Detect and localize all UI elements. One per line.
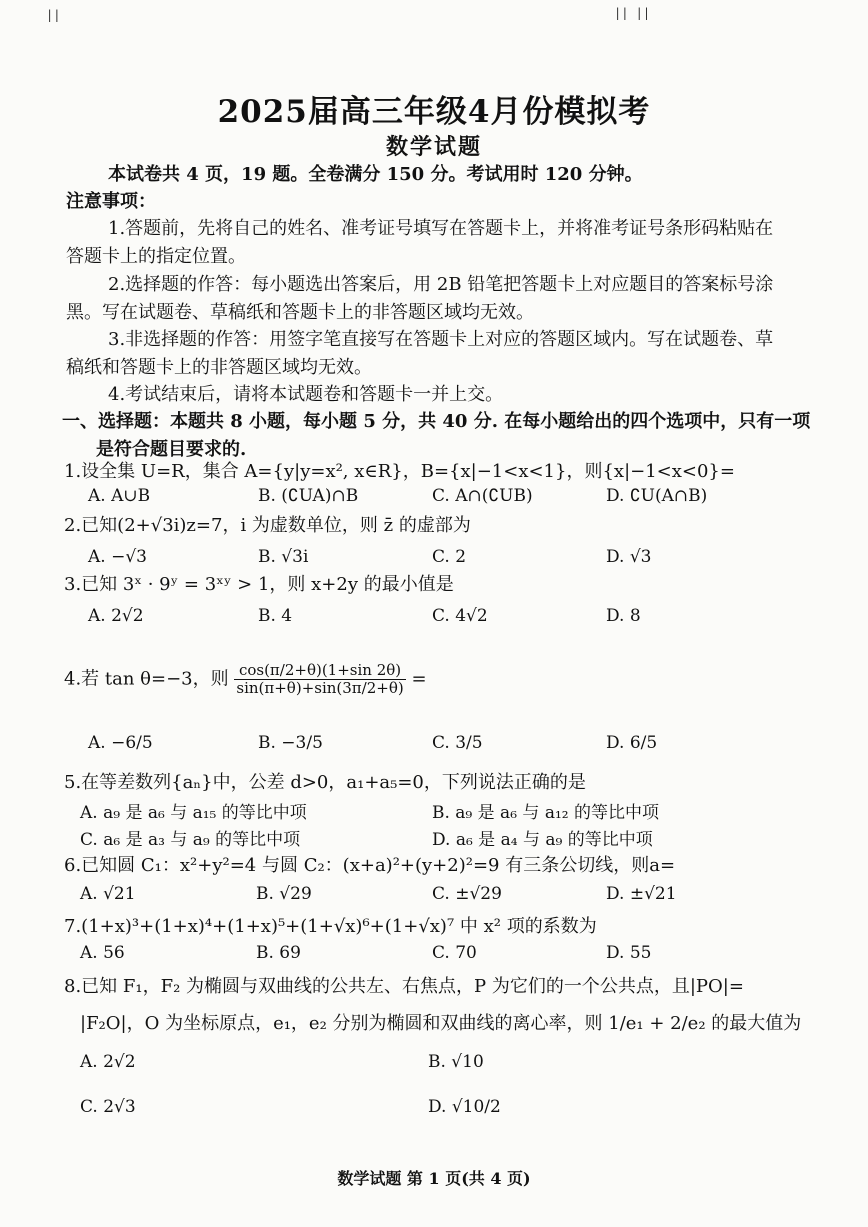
- note-1-line-2: 答题卡上的指定位置。: [66, 246, 246, 267]
- q8-stem-line-1: 8.已知 F₁，F₂ 为椭圆与双曲线的公共左、右焦点，P 为它们的一个公共点，且|PO|=: [64, 976, 744, 997]
- note-4: 4.考试结束后，请将本试题卷和答题卡一并上交。: [108, 384, 504, 405]
- q4-option-d: D. 6/5: [606, 733, 658, 753]
- q4-stem: [64, 662, 427, 697]
- q4-stem-prefix: 4.若 tan θ=−3，则: [64, 668, 229, 690]
- page-title: 2025届高三年级4月份模拟考: [217, 94, 651, 130]
- page-subtitle: 数学试题: [385, 134, 482, 160]
- q5-stem: 5.在等差数列{aₙ}中，公差 d>0，a₁+a₅=0，下列说法正确的是: [64, 772, 586, 793]
- notes-heading: 注意事项：: [66, 191, 156, 212]
- q4-option-c: C. 3/5: [432, 733, 483, 753]
- q1-stem: 1.设全集 U=R，集合 A={y|y=x², x∈R}，B={x|−1<x<1}，则{x|−1<x<0}=: [64, 461, 735, 482]
- q2-stem: 2.已知(2+√3i)z=7，i 为虚数单位，则 z̄ 的虚部为: [64, 515, 471, 536]
- q1-option-a: A. A∪B: [88, 486, 151, 506]
- note-1-line-1: 1.答题前，先将自己的姓名、准考证号填写在答题卡上，并将准考证号条形码粘贴在: [108, 218, 774, 239]
- q2-option-b: B. √3i: [258, 547, 309, 567]
- q1-option-c: C. A∩(∁UB): [432, 486, 533, 506]
- q7-option-a: A. 56: [80, 943, 125, 963]
- q4-fraction: [234, 662, 405, 697]
- q5-option-c: C. a₆ 是 a₃ 与 a₉ 的等比中项: [80, 830, 301, 850]
- q4-denominator: sin(π+θ)+sin(3π/2+θ): [236, 679, 404, 697]
- q6-option-c: C. ±√29: [432, 884, 502, 904]
- note-2-line-2: 黑。写在试题卷、草稿纸和答题卡上的非答题区域均无效。: [66, 302, 534, 323]
- q6-option-a: A. √21: [80, 884, 136, 904]
- q2-option-d: D. √3: [606, 547, 652, 567]
- q7-stem: 7.(1+x)³+(1+x)⁴+(1+x)⁵+(1+√x)⁶+(1+√x)⁷ 中 x² 项的系数为: [64, 916, 597, 937]
- q4-numerator: cos(π/2+θ)(1+sin 2θ): [234, 662, 405, 680]
- q1-option-b: B. (∁UA)∩B: [258, 486, 359, 506]
- section-heading-line-1: 一、选择题：本题共 8 小题，每小题 5 分，共 40 分. 在每小题给出的四个选项中，只有一项: [62, 411, 811, 432]
- note-3-line-1: 3.非选择题的作答：用签字笔直接写在答题卡上对应的答题区域内。写在试题卷、草: [108, 329, 774, 350]
- scan-mark-right: || ||: [614, 6, 651, 20]
- exam-info: 本试卷共 4 页，19 题。全卷满分 150 分。考试用时 120 分钟。: [108, 164, 643, 185]
- q8-stem-line-2: |F₂O|，O 为坐标原点，e₁，e₂ 分别为椭圆和双曲线的离心率，则 1/e₁ + 2/e₂ 的最大值为: [80, 1013, 802, 1034]
- section-heading-line-2: 是符合题目要求的.: [96, 439, 247, 460]
- q8-option-b: B. √10: [428, 1052, 484, 1072]
- note-3-line-2: 稿纸和答题卡上的非答题区域均无效。: [66, 357, 372, 378]
- q4-option-b: B. −3/5: [258, 733, 323, 753]
- q6-option-b: B. √29: [256, 884, 312, 904]
- q3-option-c: C. 4√2: [432, 606, 488, 626]
- q5-option-d: D. a₆ 是 a₄ 与 a₉ 的等比中项: [432, 830, 653, 850]
- note-2-line-1: 2.选择题的作答：每小题选出答案后，用 2B 铅笔把答题卡上对应题目的答案标号涂: [108, 274, 774, 295]
- q6-option-d: D. ±√21: [606, 884, 677, 904]
- q4-option-a: A. −6/5: [88, 733, 153, 753]
- q3-option-b: B. 4: [258, 606, 293, 626]
- q6-stem: 6.已知圆 C₁：x²+y²=4 与圆 C₂：(x+a)²+(y+2)²=9 有三条公切线，则a=: [64, 855, 676, 876]
- q8-option-c: C. 2√3: [80, 1097, 136, 1117]
- q5-option-b: B. a₉ 是 a₆ 与 a₁₂ 的等比中项: [432, 803, 659, 823]
- q8-option-a: A. 2√2: [80, 1052, 136, 1072]
- scan-mark-left: ||: [46, 8, 61, 22]
- page-footer: 数学试题 第 1 页(共 4 页): [337, 1169, 531, 1188]
- q7-option-b: B. 69: [256, 943, 301, 963]
- q2-option-a: A. −√3: [88, 547, 147, 567]
- q5-option-a: A. a₉ 是 a₆ 与 a₁₅ 的等比中项: [80, 803, 307, 823]
- q3-option-a: A. 2√2: [88, 606, 144, 626]
- q1-option-d: D. ∁U(A∩B): [606, 486, 708, 506]
- q7-option-c: C. 70: [432, 943, 477, 963]
- q3-option-d: D. 8: [606, 606, 641, 626]
- q3-stem: 3.已知 3ˣ · 9ʸ = 3ˣʸ > 1，则 x+2y 的最小值是: [64, 574, 454, 595]
- q4-equals: =: [411, 668, 427, 690]
- q8-option-d: D. √10/2: [428, 1097, 501, 1117]
- q7-option-d: D. 55: [606, 943, 652, 963]
- q2-option-c: C. 2: [432, 547, 467, 567]
